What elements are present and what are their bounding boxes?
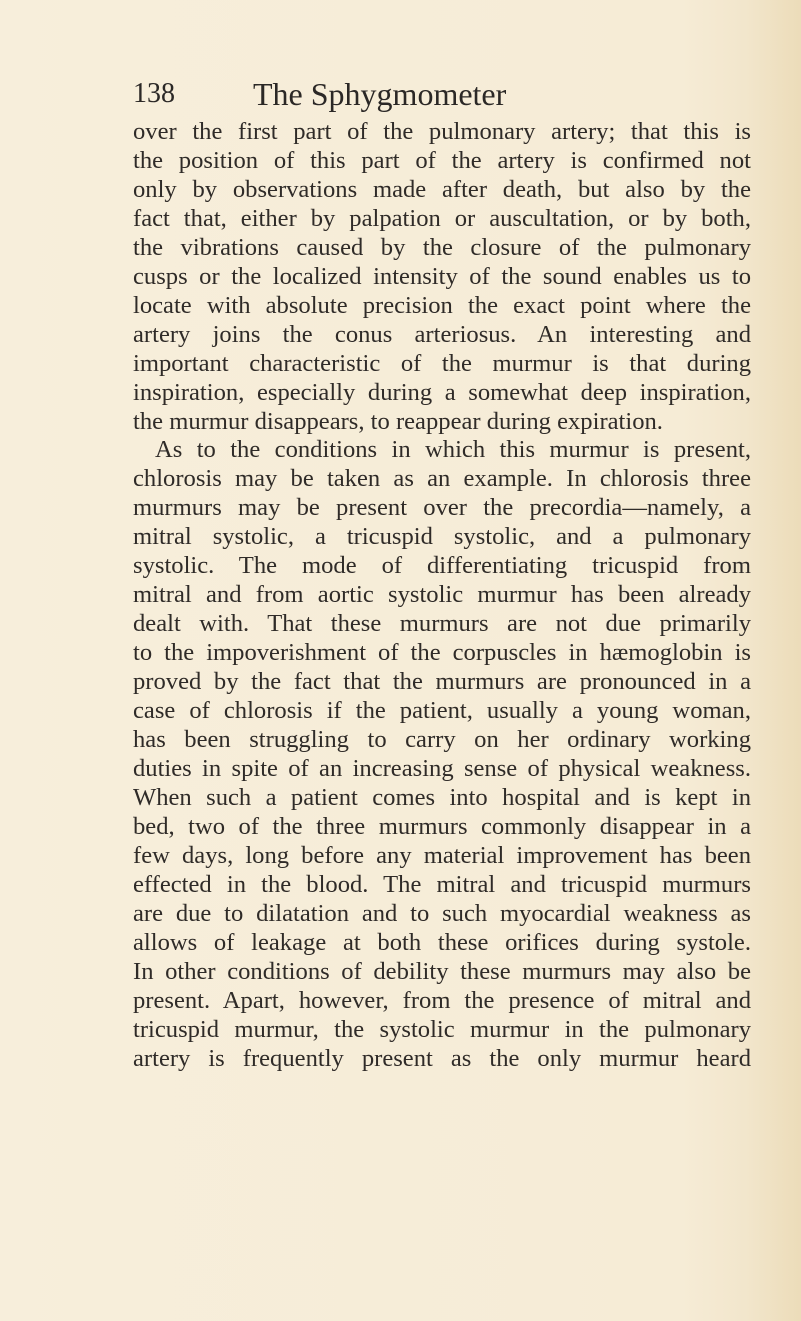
text-line: case of chlorosis if the patient, usually a young woman, [133,697,751,725]
text-line: the murmur disappears, to reappear during expiration. [133,407,663,435]
paragraph-start-line: As to the conditions in which this murmur is present, [155,436,751,464]
text-line: chlorosis may be taken as an example. In chlorosis three [133,465,751,493]
text-line: mitral systolic, a tricuspid systolic, and a pulmonary [133,523,751,551]
running-head: The Sphygmometer [253,76,507,112]
text-line: important characteristic of the murmur is that during [133,349,751,377]
text-line: bed, two of the three murmurs commonly disappear in a [133,812,751,840]
text-line: effected in the blood. The mitral and tricuspid murmurs [133,870,751,898]
text-line: only by observations made after death, but also by the [133,175,751,203]
text-line: artery joins the conus arteriosus. An interesting and [133,320,751,348]
text-line: proved by the fact that the murmurs are pronounced in a [133,668,751,696]
text-line: duties in spite of an increasing sense of physical weakness. [133,754,751,782]
text-line: locate with absolute precision the exact point where the [133,291,751,319]
text-line: few days, long before any material improvement has been [133,841,751,869]
text-line: over the first part of the pulmonary artery; that this is [133,118,751,145]
text-line: has been struggling to carry on her ordinary working [133,726,751,754]
body-text [133,118,751,1073]
page-header [133,78,753,118]
text-line: murmurs may be present over the precordia—namely, a [133,494,751,522]
text-line: the position of this part of the artery is confirmed not [133,146,751,174]
text-line: the vibrations caused by the closure of the pulmonary [133,233,751,261]
text-line: In other conditions of debility these murmurs may also be [133,957,751,985]
text-line: dealt with. That these murmurs are not due primarily [133,610,751,638]
text-line: cusps or the localized intensity of the sound enables us to [133,262,751,290]
text-line: tricuspid murmur, the systolic murmur in the pulmonary [133,1015,751,1043]
text-line: artery is frequently present as the only murmur heard [133,1044,751,1072]
text-line: fact that, either by palpation or auscultation, or by both, [133,204,751,232]
text-line: allows of leakage at both these orifices during systole. [133,928,751,956]
text-line: are due to dilatation and to such myocardial weakness as [133,899,751,927]
text-line: inspiration, especially during a somewhat deep inspiration, [133,378,751,406]
text-line: mitral and from aortic systolic murmur has been already [133,581,751,609]
text-line: When such a patient comes into hospital and is kept in [133,783,751,811]
page-number: 138 [133,78,175,109]
text-line: systolic. The mode of differentiating tricuspid from [133,552,751,580]
text-line: to the impoverishment of the corpuscles in hæmoglobin is [133,639,751,667]
text-line: present. Apart, however, from the presence of mitral and [133,986,751,1014]
